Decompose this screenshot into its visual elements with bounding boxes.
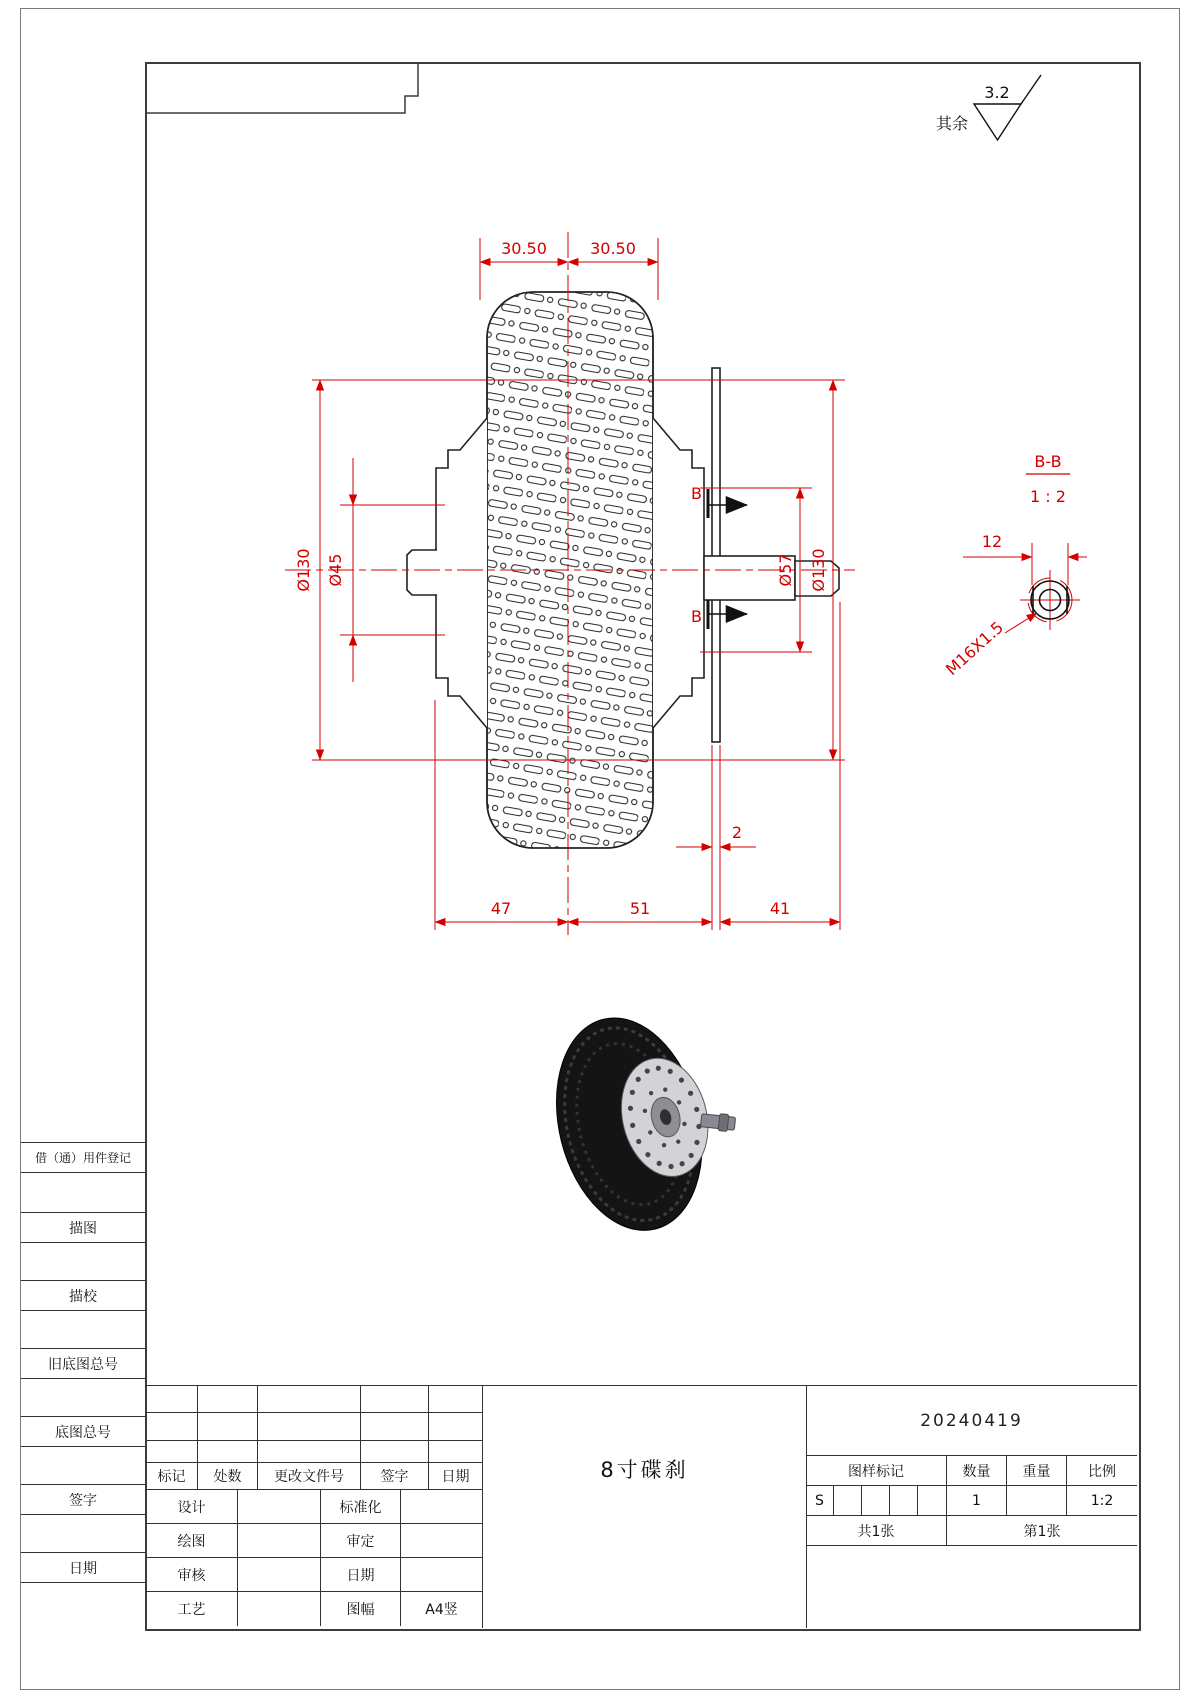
value-standardization bbox=[401, 1490, 482, 1524]
value-check bbox=[238, 1558, 321, 1592]
mark-cell bbox=[834, 1486, 862, 1516]
dim-bottom-51: 51 bbox=[629, 899, 651, 918]
revision-cell bbox=[429, 1441, 482, 1463]
revision-cell bbox=[146, 1441, 198, 1463]
weight-value bbox=[1007, 1486, 1067, 1516]
revision-cell bbox=[258, 1441, 361, 1463]
spare-cell bbox=[806, 1546, 1137, 1627]
part-name: 8寸碟刹 bbox=[600, 1458, 689, 1482]
dim-disc-thickness: 2 bbox=[731, 823, 743, 842]
scale-value: 1:2 bbox=[1067, 1486, 1137, 1516]
label-sheet-format: 图幅 bbox=[321, 1592, 401, 1626]
dim-top-left: 30.50 bbox=[501, 239, 547, 258]
label-check: 审核 bbox=[146, 1558, 238, 1592]
sheet-number: 第1张 bbox=[947, 1516, 1137, 1546]
revision-cell bbox=[198, 1386, 258, 1413]
section-scale: 1 : 2 bbox=[1030, 487, 1066, 506]
roughness-prefix-label: 其余 bbox=[935, 114, 968, 133]
revision-cell bbox=[198, 1441, 258, 1463]
part-name-cell bbox=[482, 1385, 807, 1628]
roughness-value: 3.2 bbox=[984, 83, 1010, 102]
revision-cell bbox=[361, 1441, 429, 1463]
revision-header-docno: 更改文件号 bbox=[258, 1463, 361, 1490]
dim-bottom-47: 47 bbox=[490, 899, 512, 918]
dim-bottom-41: 41 bbox=[769, 899, 791, 918]
label-standardization: 标准化 bbox=[321, 1490, 401, 1524]
revision-cell bbox=[429, 1413, 482, 1441]
dim-across-flats: 12 bbox=[981, 532, 1003, 551]
date-code: 20240419 bbox=[806, 1386, 1137, 1456]
roughness-symbol bbox=[974, 104, 1021, 140]
value-drawn bbox=[238, 1524, 321, 1558]
revision-header-mark: 标记 bbox=[146, 1463, 198, 1490]
dim-dia45: Ø45 bbox=[326, 553, 345, 587]
mark-cell bbox=[918, 1486, 947, 1516]
label-approve: 审定 bbox=[321, 1524, 401, 1558]
label-process: 工艺 bbox=[146, 1592, 238, 1626]
margin-label-old-master-no: 旧底图总号 bbox=[21, 1348, 145, 1379]
mark-cell bbox=[890, 1486, 918, 1516]
signature-table bbox=[146, 1490, 482, 1627]
axle-stub-left bbox=[407, 550, 437, 595]
label-date: 日期 bbox=[321, 1558, 401, 1592]
section-marker-bottom: B bbox=[691, 607, 702, 626]
revision-cell bbox=[361, 1413, 429, 1441]
revision-header-date: 日期 bbox=[429, 1463, 482, 1490]
value-process bbox=[238, 1592, 321, 1626]
revision-cell bbox=[429, 1386, 482, 1413]
margin-label-signature: 签字 bbox=[21, 1484, 145, 1515]
mark-cell bbox=[862, 1486, 890, 1516]
motor-housing-right bbox=[653, 418, 704, 728]
dim-top-right: 30.50 bbox=[590, 239, 636, 258]
header-drawing-mark: 图样标记 bbox=[806, 1456, 947, 1486]
section-marker-top: B bbox=[691, 484, 702, 503]
revision-cell bbox=[198, 1413, 258, 1441]
motor-housing-left bbox=[436, 418, 487, 728]
section-title: B-B bbox=[1034, 452, 1062, 471]
header-weight: 重量 bbox=[1007, 1456, 1067, 1486]
header-quantity: 数量 bbox=[947, 1456, 1007, 1486]
brake-disc-plate bbox=[712, 368, 720, 742]
title-block-right bbox=[806, 1385, 1137, 1628]
quantity-value: 1 bbox=[947, 1486, 1007, 1516]
label-design: 设计 bbox=[146, 1490, 238, 1524]
revision-cell bbox=[258, 1413, 361, 1441]
thread-callout: M16X1.5 bbox=[941, 617, 1008, 679]
margin-label-borrow-record: 借（通）用件登记 bbox=[21, 1142, 145, 1173]
dim-dia130-right: Ø130 bbox=[809, 548, 828, 592]
frame-topleft-box bbox=[146, 62, 418, 113]
sheets-total: 共1张 bbox=[806, 1516, 947, 1546]
stamp-value: S bbox=[806, 1486, 834, 1516]
header-scale: 比例 bbox=[1067, 1456, 1137, 1486]
section-view-bb bbox=[942, 452, 1087, 679]
value-design bbox=[238, 1490, 321, 1524]
dim-dia57: Ø57 bbox=[776, 553, 795, 587]
revision-cell bbox=[258, 1386, 361, 1413]
wheel-3d-render bbox=[535, 1001, 736, 1246]
revision-header-sign: 签字 bbox=[361, 1463, 429, 1490]
value-approve bbox=[401, 1524, 482, 1558]
revision-cell bbox=[361, 1386, 429, 1413]
revision-cell bbox=[146, 1413, 198, 1441]
revision-cell bbox=[146, 1386, 198, 1413]
revision-header-count: 处数 bbox=[198, 1463, 258, 1490]
value-sheet-format: A4竖 bbox=[425, 1602, 458, 1618]
margin-label-trace-check: 描校 bbox=[21, 1280, 145, 1311]
value-date bbox=[401, 1558, 482, 1592]
margin-label-date: 日期 bbox=[21, 1552, 145, 1583]
label-drawn: 绘图 bbox=[146, 1524, 238, 1558]
margin-label-master-no: 底图总号 bbox=[21, 1416, 145, 1447]
dim-dia130-left: Ø130 bbox=[294, 548, 313, 592]
revision-table bbox=[146, 1385, 482, 1491]
margin-label-tracing: 描图 bbox=[21, 1212, 145, 1243]
